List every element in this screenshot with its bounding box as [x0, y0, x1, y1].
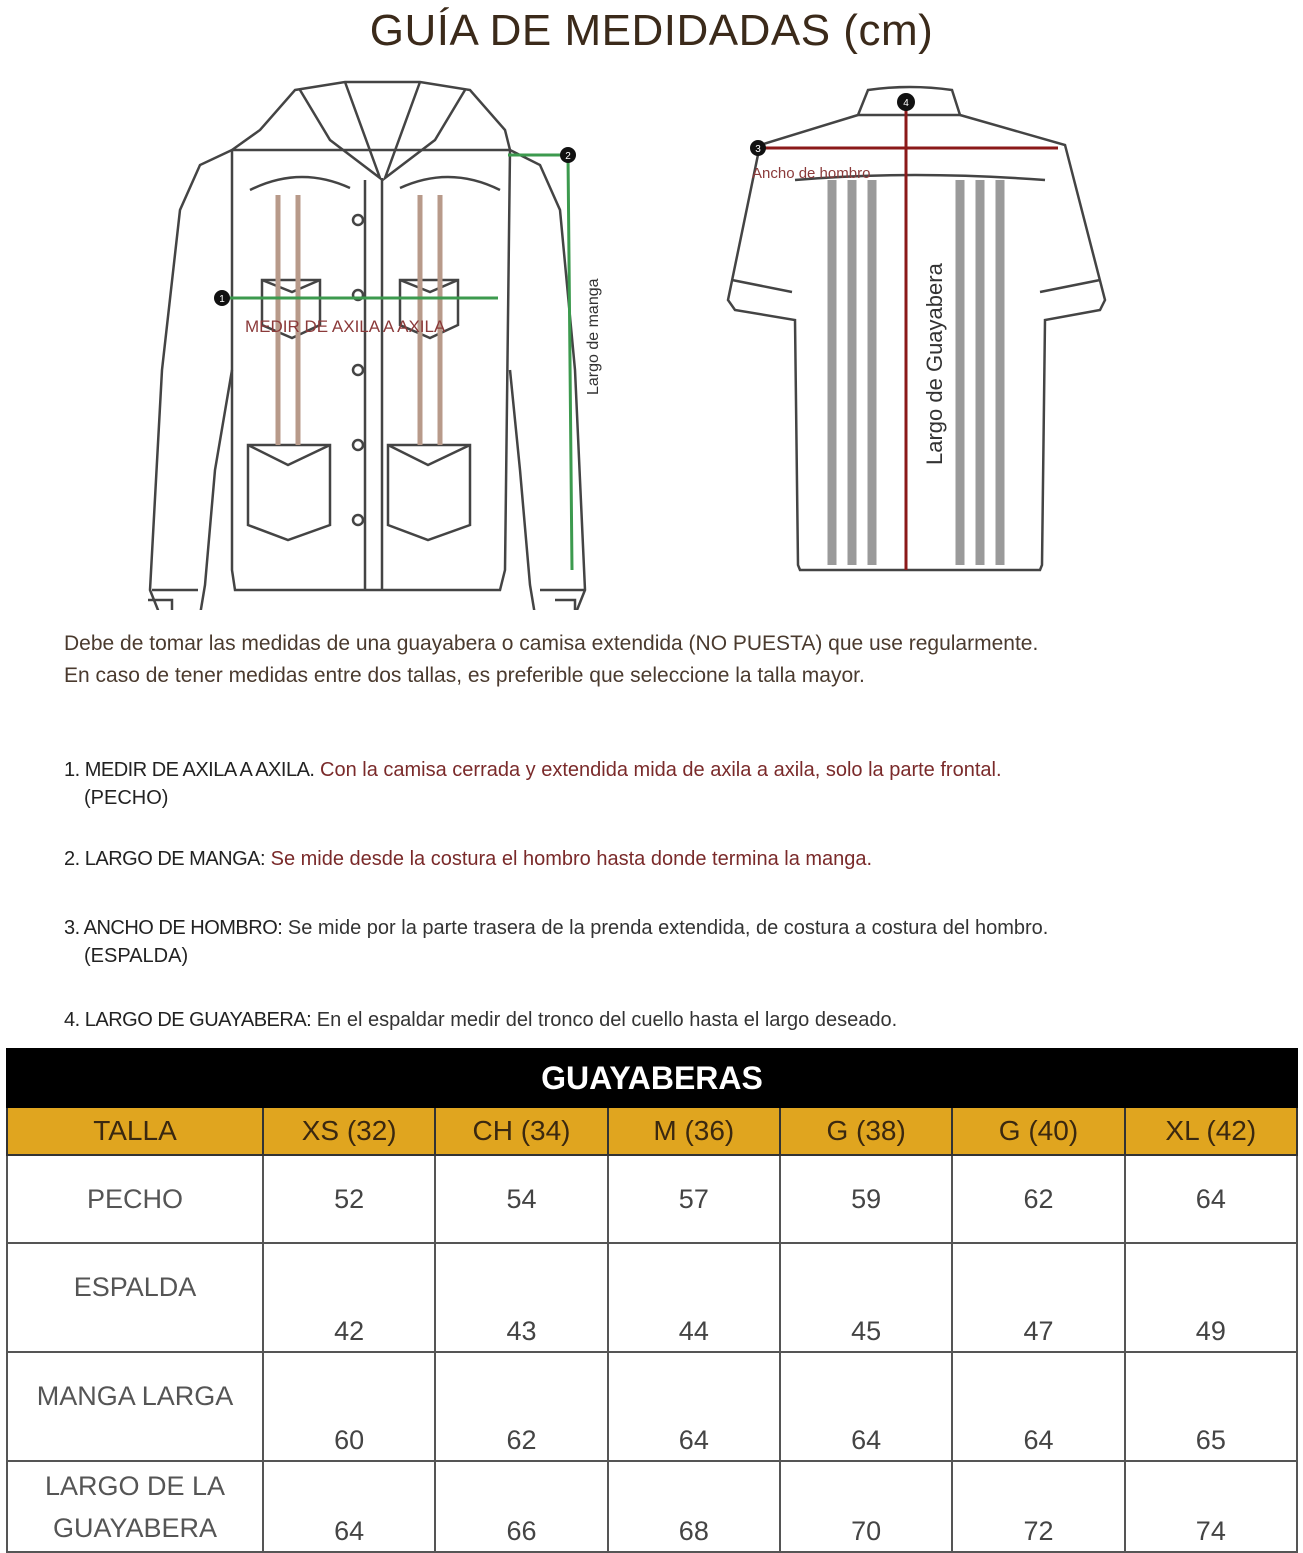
back-shirt-illustration [728, 87, 1105, 570]
table-cell: 54 [435, 1155, 607, 1243]
size-table [6, 1048, 1298, 1553]
row-label-largo-guayabera [7, 1461, 263, 1552]
step-2-desc: Se mide desde la costura el hombro hasta donde termina la manga. [270, 848, 873, 870]
table-cell: 64 [780, 1352, 952, 1461]
manga-measurement-line [508, 147, 576, 570]
table-cell: 66 [435, 1461, 607, 1552]
table-cell: 64 [952, 1352, 1124, 1461]
intro-line-2: En caso de tener medidas entre dos tallas, es preferible que seleccione la talla mayor. [64, 664, 865, 687]
step-4 [64, 1006, 1244, 1034]
table-cell: 65 [1125, 1352, 1297, 1461]
table-cell: 64 [608, 1352, 780, 1461]
back-pleat-stripes [832, 180, 1000, 565]
step-1 [64, 756, 1244, 812]
table-cell: 57 [608, 1155, 780, 1243]
row-label-manga-larga: MANGA LARGA [7, 1352, 263, 1461]
table-cell: 64 [263, 1461, 435, 1552]
svg-text:3: 3 [755, 144, 761, 155]
largo-measurement-line [897, 93, 915, 570]
svg-text:1: 1 [219, 294, 225, 305]
front-shirt-illustration [142, 82, 590, 610]
table-row [7, 1155, 1297, 1243]
header-m: M (36) [608, 1107, 780, 1155]
step-4-desc: En el espaldar medir del tronco del cuello hasta el largo deseado. [316, 1009, 898, 1031]
row-label-pecho: PECHO [7, 1155, 263, 1243]
step-3 [64, 914, 1244, 970]
step-1-label: 1. MEDIR DE AXILA A AXILA. [64, 759, 315, 781]
hombro-measurement-line [750, 140, 1058, 156]
table-row [7, 1243, 1297, 1352]
table-cell: 62 [952, 1155, 1124, 1243]
step-4-label: 4. LARGO DE GUAYABERA: [64, 1009, 312, 1031]
header-xs: XS (32) [263, 1107, 435, 1155]
step-2-label: 2. LARGO DE MANGA: [64, 848, 266, 870]
step-3-label: 3. ANCHO DE HOMBRO: [64, 917, 283, 939]
intro-line-1: Debe de tomar las medidas de una guayabera o camisa extendida (NO PUESTA) que use regularmente. [64, 632, 1039, 655]
step-2 [64, 845, 1244, 873]
table-cell: 74 [1125, 1461, 1297, 1552]
largo-label: Largo de Guayabera [922, 263, 947, 465]
table-cell: 45 [780, 1243, 952, 1352]
table-cell: 52 [263, 1155, 435, 1243]
table-cell: 64 [1125, 1155, 1297, 1243]
row-label-largo-line-1: LARGO DE LA [44, 1471, 226, 1501]
manga-label: Largo de manga [585, 278, 602, 395]
intro-text [64, 628, 1244, 692]
table-cell: 60 [263, 1352, 435, 1461]
step-3-extra: (ESPALDA) [84, 945, 189, 967]
table-cell: 62 [435, 1352, 607, 1461]
table-cell: 68 [608, 1461, 780, 1552]
row-label-espalda: ESPALDA [7, 1243, 263, 1352]
table-header-row [7, 1107, 1297, 1155]
svg-text:2: 2 [565, 151, 571, 162]
svg-text:4: 4 [903, 98, 909, 109]
table-title: GUAYABERAS [7, 1049, 1297, 1107]
page-title: GUÍA DE MEDIDADAS (cm) [369, 6, 934, 55]
row-label-largo-line-2: GUAYABERA [52, 1513, 218, 1543]
table-cell: 44 [608, 1243, 780, 1352]
hombro-label: Ancho de hombro [752, 165, 871, 182]
table-cell: 70 [780, 1461, 952, 1552]
axila-label: MEDIR DE AXILA A AXILA [245, 317, 446, 336]
step-3-desc: Se mide por la parte trasera de la prenda extendida, de costura a costura del hombro. [287, 917, 1049, 939]
measurement-diagrams [0, 70, 1303, 610]
table-row [7, 1461, 1297, 1552]
table-cell: 72 [952, 1461, 1124, 1552]
header-g40: G (40) [952, 1107, 1124, 1155]
table-cell: 47 [952, 1243, 1124, 1352]
header-g38: G (38) [780, 1107, 952, 1155]
table-cell: 49 [1125, 1243, 1297, 1352]
header-xl: XL (42) [1125, 1107, 1297, 1155]
step-1-desc: Con la camisa cerrada y extendida mida de axila a axila, solo la parte frontal. [320, 759, 1002, 781]
table-row [7, 1352, 1297, 1461]
header-ch: CH (34) [435, 1107, 607, 1155]
header-talla: TALLA [7, 1107, 263, 1155]
table-cell: 43 [435, 1243, 607, 1352]
table-cell: 59 [780, 1155, 952, 1243]
table-cell: 42 [263, 1243, 435, 1352]
step-1-extra: (PECHO) [84, 787, 169, 809]
axila-measurement-line [214, 290, 498, 306]
